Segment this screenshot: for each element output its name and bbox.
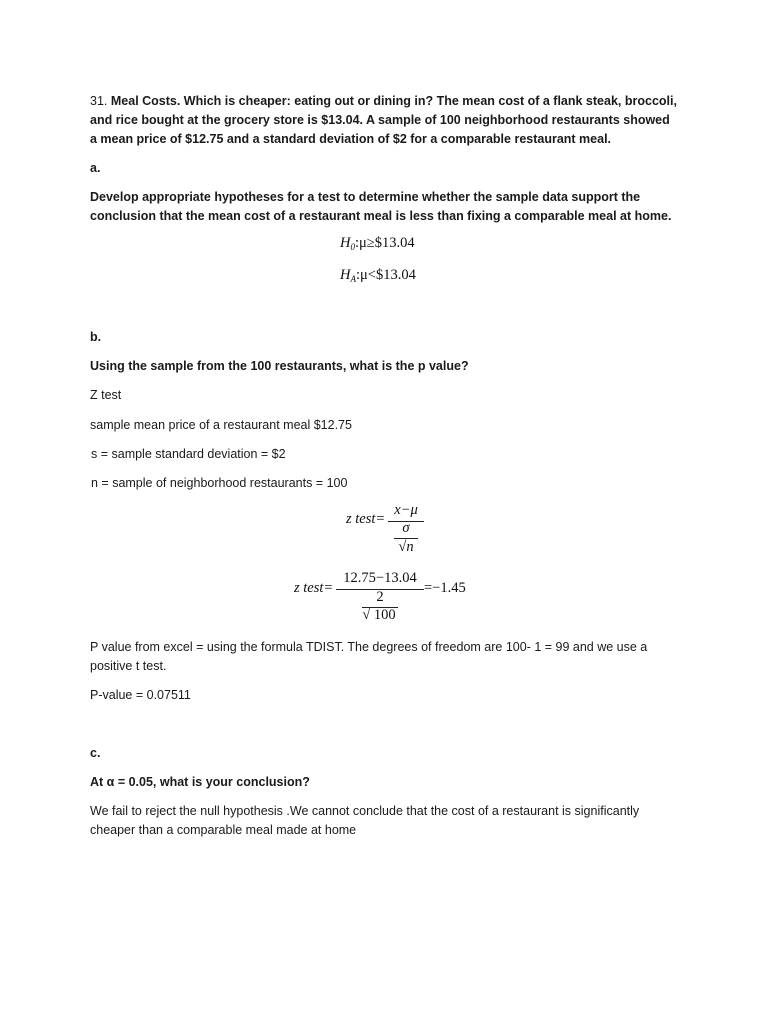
formula2-denominator-top: 2 [376,589,384,605]
problem-statement [90,92,680,149]
formula1-denominator-top: σ [402,520,410,536]
sample-sd-line: s = sample standard deviation = $2 [91,447,286,461]
pvalue-result: P-value = 0.07511 [90,688,191,702]
sample-size-line: n = sample of neighborhood restaurants = 100 [91,476,348,490]
problem-number: 31. [90,94,108,108]
part-c-question: At α = 0.05, what is your conclusion? [90,775,310,789]
formula2-result: =−1.45 [424,580,466,596]
formula2-numerator: 12.75−13.04 [343,570,417,586]
test-name: Z test [90,388,122,402]
formula1-denominator-bottom: √n [398,539,414,555]
formula2-lhs: z test= [294,580,334,596]
formula1-numerator: x−μ [394,502,418,518]
part-c-answer: We fail to reject the null hypothesis .We cannot conclude that the cost of a restaurant is significantly cheaper than a comparable meal made at home [90,804,640,837]
part-b-question: Using the sample from the 100 restaurants, what is the p value? [90,359,469,373]
part-a-label: a. [90,161,101,175]
sample-mean-line: sample mean price of a restaurant meal $12.75 [90,418,352,432]
problem-text: Meal Costs. Which is cheaper: eating out or dining in? The mean cost of a flank steak, broccoli, and rice bought at the grocery store is $13.04. A sample of 100 neighborhood restaurants showed a mean price of $12.75 and a standard deviation of $2 for a comparable restaurant meal. [90,94,677,146]
null-hypothesis: $H_0:\mu\ge\$13.04$ [340,235,415,252]
pvalue-explanation: P value from excel = using the formula TDIST. The degrees of freedom are 100- 1 = 99 and we use a positive t test. [90,640,648,673]
part-b-label: b. [90,330,102,344]
alternative-hypothesis: $H_A:\mu<\$13.04$ [340,267,416,284]
formula2-denominator-bottom: √ 100 [362,607,396,623]
formula1-lhs: z test= [346,511,386,527]
part-c-label: c. [90,746,101,760]
part-a-question: Develop appropriate hypotheses for a test to determine whether the sample data support the conclusion that the mean cost of a restaurant meal is less than fixing a comparable meal at home. [90,190,672,223]
